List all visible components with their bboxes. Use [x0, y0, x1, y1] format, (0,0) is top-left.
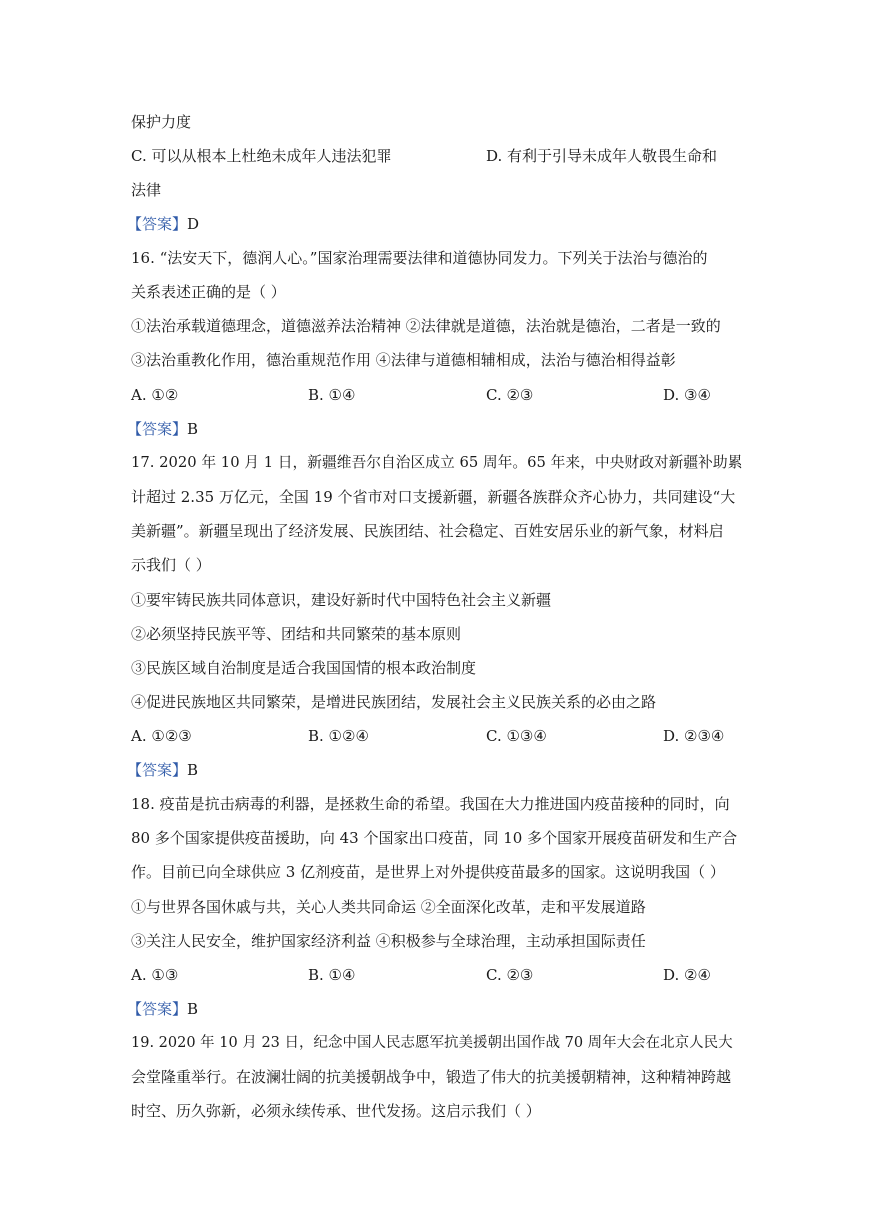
option-d: D. ③④ — [663, 386, 711, 404]
option-c: C. ①③④ — [486, 727, 547, 745]
option-a: A. ①②③ — [131, 727, 192, 745]
q16-statement: ③法治重教化作用，德治重规范作用 ④法律与道德相辅相成，法治与德治相得益彰 — [131, 351, 676, 369]
option-c: C. ②③ — [486, 966, 534, 984]
option-d: D. 有利于引导未成年人敬畏生命和 — [486, 147, 718, 165]
answer-line — [127, 760, 737, 780]
q16-stem: 16. “法安天下，德润人心。”国家治理需要法律和道德协同发力。下列关于法治与德治的 — [131, 249, 708, 267]
q18-statement: ①与世界各国休戚与共，关心人类共同命运 ②全面深化改革，走和平发展道路 — [131, 898, 646, 916]
option-a: A. ①③ — [131, 966, 179, 984]
option-b: B. ①④ — [308, 966, 356, 984]
q17-statement: ④促进民族地区共同繁荣，是增进民族团结，发展社会主义民族关系的必由之路 — [131, 693, 657, 711]
q19-stem: 19. 2020 年 10 月 23 日，纪念中国人民志愿军抗美援朝出国作战 70 周年大会在北京人民大 — [131, 1035, 733, 1051]
answer-line — [127, 999, 737, 1019]
answer-value: D — [187, 215, 200, 233]
q18-statement: ③关注人民安全，维护国家经济利益 ④积极参与全球治理，主动承担国际责任 — [131, 932, 646, 950]
q18-stem: 18. 疫苗是抗击病毒的利器，是拯救生命的希望。我国在大力推进国内疫苗接种的同时，向 — [131, 795, 730, 813]
q17-stem: 17. 2020 年 10 月 1 日，新疆维吾尔自治区成立 65 周年。65 年来，中央财政对新疆补助累 — [131, 454, 743, 471]
q19-stem: 时空、历久弥新，必须永续传承、世代发扬。这启示我们（ ） — [131, 1102, 541, 1120]
q18-stem: 作。目前已向全球供应 3 亿剂疫苗，是世界上对外提供疫苗最多的国家。这说明我国（ ） — [131, 863, 725, 881]
option-c: C. 可以从根本上杜绝未成年人违法犯罪 — [131, 147, 392, 165]
answer-tag: 【答案】 — [127, 761, 188, 779]
carry-line: 法律 — [131, 181, 162, 199]
q17-statement: ③民族区域自治制度是适合我国国情的根本政治制度 — [131, 659, 477, 677]
answer-tag: 【答案】 — [127, 1000, 188, 1018]
option-b: B. ①②④ — [308, 727, 369, 745]
answer-tag: 【答案】 — [127, 420, 188, 438]
answer-line — [127, 214, 737, 234]
q19-stem: 会堂隆重举行。在波澜壮阔的抗美援朝战争中，锻造了伟大的抗美援朝精神，这种精神跨越 — [131, 1068, 732, 1086]
q18-stem: 80 多个国家提供疫苗援助，向 43 个国家出口疫苗，同 10 多个国家开展疫苗研发和生产合 — [131, 829, 738, 847]
answer-value: B — [187, 420, 199, 438]
option-a: A. ①② — [131, 386, 179, 404]
option-c: C. ②③ — [486, 386, 534, 404]
q17-stem: 美新疆”。新疆呈现出了经济发展、民族团结、社会稳定、百姓安居乐业的新气象，材料启 — [131, 522, 724, 540]
option-d: D. ②③④ — [663, 727, 725, 745]
carry-line: 保护力度 — [131, 113, 192, 131]
q17-statement: ②必须坚持民族平等、团结和共同繁荣的基本原则 — [131, 625, 462, 643]
q17-statement: ①要牢铸民族共同体意识，建设好新时代中国特色社会主义新疆 — [131, 591, 552, 609]
answer-value: B — [187, 1000, 199, 1018]
option-d: D. ②④ — [663, 966, 711, 984]
option-b: B. ①④ — [308, 386, 356, 404]
answer-tag: 【答案】 — [127, 215, 188, 233]
answer-value: B — [187, 761, 199, 779]
q17-stem: 示我们（ ） — [131, 556, 211, 574]
answer-line — [127, 419, 737, 439]
q16-statement: ①法治承载道德理念，道德滋养法治精神 ②法律就是道德，法治就是德治，二者是一致的 — [131, 317, 721, 335]
q16-stem: 关系表述正确的是（ ） — [131, 283, 286, 301]
q17-stem: 计超过 2.35 万亿元，全国 19 个省市对口支援新疆，新疆各族群众齐心协力，共同建设“大 — [131, 488, 736, 506]
